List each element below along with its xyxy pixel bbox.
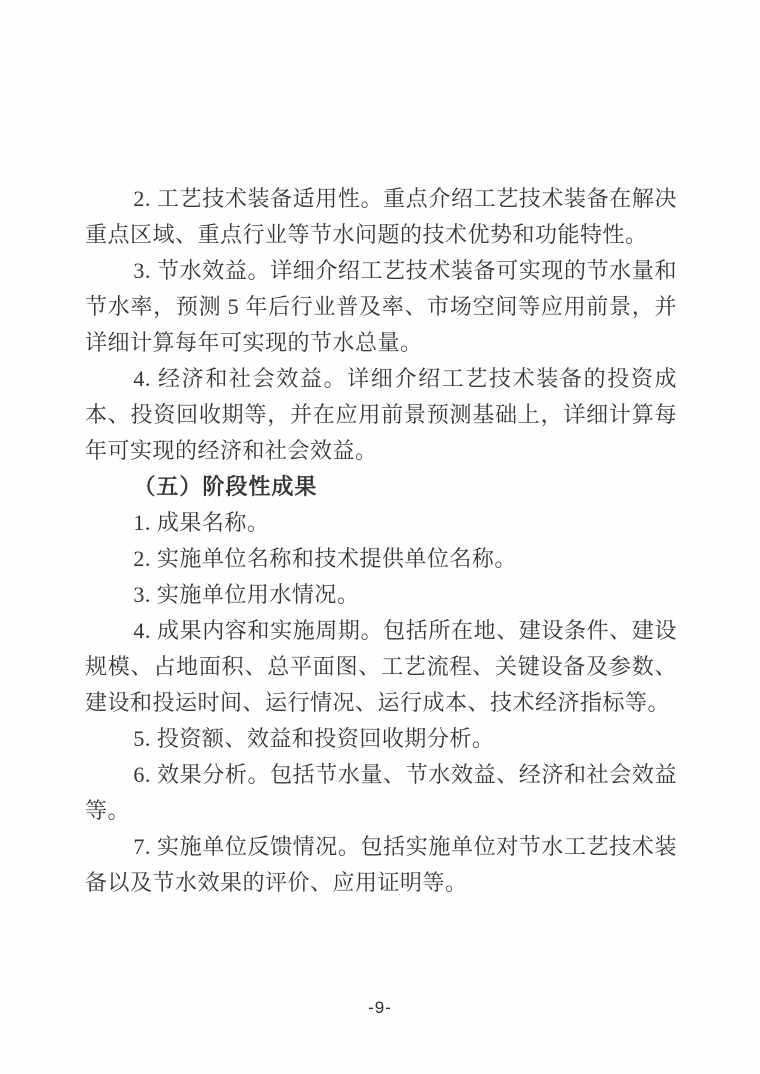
paragraph: 3. 实施单位用水情况。 <box>133 582 360 607</box>
paragraph: 5. 投资额、效益和投资回收期分析。 <box>133 726 495 751</box>
paragraph: 4. 经济和社会效益。详细介绍工艺技术装备的投资成本、投资回收期等，并在应用前景预测基础上，详细计算每年可实现的经济和社会效益。 <box>85 366 677 463</box>
paragraph: 3. 节水效益。详细介绍工艺技术装备可实现的节水量和节水率，预测 5 年后行业普及率、市场空间等应用前景，并详细计算每年可实现的节水总量。 <box>85 258 677 355</box>
paragraph: 4. 成果内容和实施周期。包括所在地、建设条件、建设规模、占地面积、总平面图、工艺流程、关键设备及参数、建设和投运时间、运行情况、运行成本、技术经济指标等。 <box>85 618 677 715</box>
page-number: -9- <box>368 998 392 1017</box>
paragraph: 1. 成果名称。 <box>133 510 270 535</box>
paragraph: 7. 实施单位反馈情况。包括实施单位对节水工艺技术装备以及节水效果的评价、应用证明等。 <box>85 834 677 895</box>
document-body <box>85 181 677 901</box>
paragraph: 6. 效果分析。包括节水量、节水效益、经济和社会效益等。 <box>85 762 677 823</box>
paragraph: 2. 工艺技术装备适用性。重点介绍工艺技术装备在解决重点区域、重点行业等节水问题的技术优势和功能特性。 <box>85 186 677 247</box>
section-heading: （五）阶段性成果 <box>133 474 318 499</box>
paragraph: 2. 实施单位名称和技术提供单位名称。 <box>133 546 517 571</box>
